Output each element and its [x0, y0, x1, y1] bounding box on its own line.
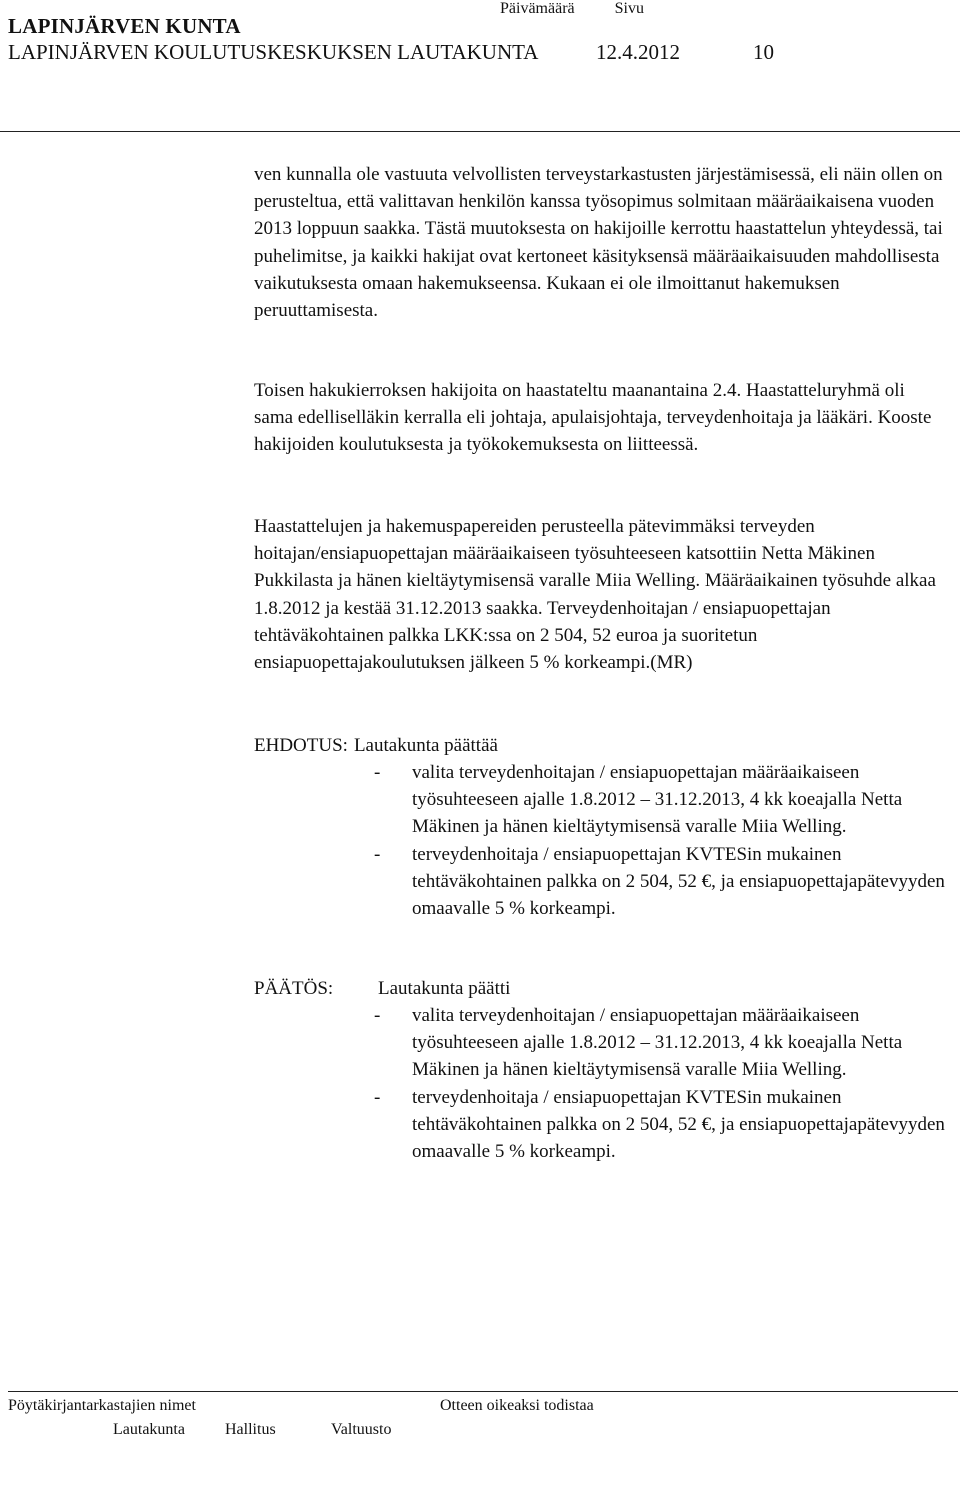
- decision-label: PÄÄTÖS:: [254, 978, 334, 999]
- footer-item: Hallitus: [225, 1421, 276, 1438]
- header-labels: [500, 0, 644, 18]
- body-paragraph-2: [254, 377, 944, 459]
- proposal-label: EHDOTUS:: [254, 735, 348, 756]
- paragraph-text: ven kunnalla ole vastuuta velvollisten terveystarkastusten järjestämisessä, eli näin ollen on perusteltua, että valittavan henkilön kanssa työsopimus solmitaan määräaikaisena vuoden 2013 loppuun saakka. Tästä muutoksesta on hakijoille kerrottu haastattelun yhteydessä, tai puhelimitse, ja kaikki hakijat ovat kertoneet käsityksensä määräaikaisuuden mahdollisesta vaikutuksesta omaan hakemukseensa. Kukaan ei ole ilmoittanut hakemuksen peruuttamisesta.: [254, 164, 943, 322]
- paragraph-text: Haastattelujen ja hakemuspapereiden perusteella pätevimmäksi terveyden hoitajan/ensiapuopettajan määräaikaiseen työsuhteeseen katsottiin Netta Mäkinen Pukkilasta ja hänen kieltäytymisensä varalle Miia Welling. Määräaikainen työsuhde alkaa 1.8.2012 ja kestää 31.12.2013 saakka. Terveydenhoitajan / ensiapuopettajan tehtäväkohtainen palkka LKK:ssa on 2 504, 52 euroa ja suoritetun ensiapuopettajakoulutuksen jälkeen 5 % korkeampi.(MR): [254, 516, 936, 674]
- list-marker: -: [374, 1005, 381, 1026]
- decision-heading: [254, 975, 511, 1002]
- proposal-heading-text: Lautakunta päättää: [353, 735, 498, 756]
- page-number: 10: [753, 40, 774, 64]
- list-item-text: valita terveydenhoitajan / ensiapuopettajan määräaikaiseen työsuhteeseen ajalle 1.8.2012 – 31.12.2013, 4 kk koeajalla Netta Mäkinen ja hänen kieltäytymisensä varalle Miia Welling.: [412, 1005, 903, 1081]
- paragraph-text: Toisen hakukierroksen hakijoita on haastateltu maanantaina 2.4. Haastatteluryhmä oli sama edelliselläkin kerralla eli johtaja, apulaisjohtaja, terveydenhoitaja ja lääkäri. Kooste hakijoiden koulutuksesta ja työkokemuksesta on liitteessä.: [254, 380, 932, 456]
- list-item: [374, 759, 960, 841]
- footer-divider: [8, 1391, 958, 1392]
- list-marker: -: [374, 762, 381, 783]
- list-item: [374, 1002, 960, 1084]
- header-row: [8, 40, 774, 65]
- list-marker: -: [374, 1086, 381, 1108]
- committee-name: LAPINJÄRVEN KOULUTUSKESKUKSEN LAUTAKUNTA: [8, 40, 539, 64]
- page-label: Sivu: [614, 0, 644, 17]
- list-item-text: terveydenhoitaja / ensiapuopettajan KVTESin mukainen tehtäväkohtainen palkka on 2 504, 52 €, ja ensiapuopettajapätevyyden omaavalle 5 % korkeampi.: [412, 1086, 945, 1163]
- list-item: [374, 841, 960, 923]
- list-item-text: terveydenhoitaja / ensiapuopettajan KVTESin mukainen tehtäväkohtainen palkka on 2 504, 52 €, ja ensiapuopettajapätevyyden omaavalle 5 % korkeampi.: [412, 843, 945, 920]
- footer-item: Lautakunta: [113, 1421, 185, 1438]
- body-paragraph-3: [254, 513, 944, 676]
- list-item: [374, 1084, 960, 1166]
- meeting-date: 12.4.2012: [596, 40, 680, 64]
- date-label: Päivämäärä: [500, 0, 575, 17]
- decision-list: [374, 1002, 960, 1165]
- list-marker: -: [374, 843, 381, 865]
- proposal-list: [374, 759, 960, 922]
- decision-heading-text: Lautakunta päätti: [378, 978, 511, 999]
- list-item-text: valita terveydenhoitajan / ensiapuopettajan määräaikaiseen työsuhteeseen ajalle 1.8.2012 – 31.12.2013, 4 kk koeajalla Netta Mäkinen ja hänen kieltäytymisensä varalle Miia Welling.: [412, 762, 903, 838]
- body-paragraph-1: [254, 161, 944, 324]
- certified-label: Otteen oikeaksi todistaa: [440, 1397, 594, 1414]
- proposal-heading: [254, 732, 498, 759]
- checkers-label: Pöytäkirjantarkastajien nimet: [8, 1397, 196, 1414]
- organization-name: LAPINJÄRVEN KUNTA: [8, 14, 241, 38]
- footer-item: Valtuusto: [331, 1421, 392, 1438]
- header-divider: [0, 131, 960, 132]
